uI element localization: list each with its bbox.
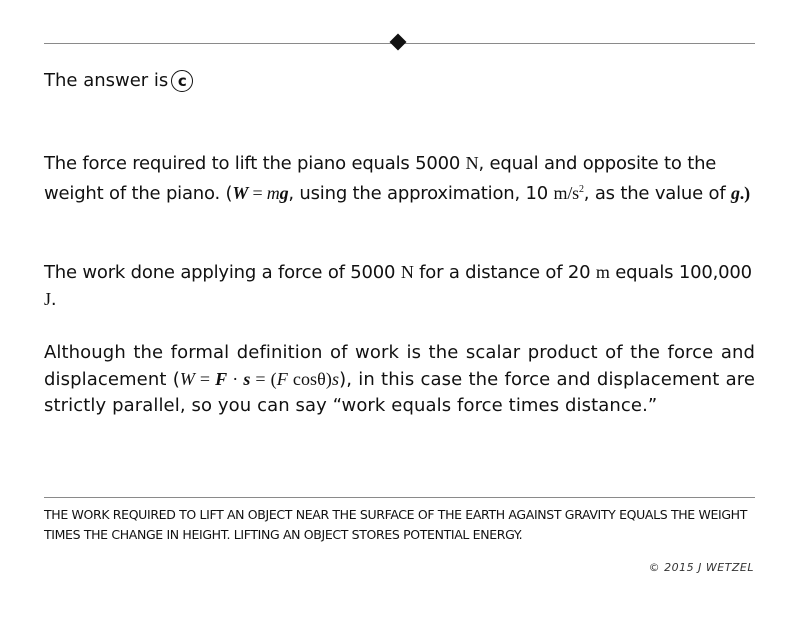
answer-line — [44, 68, 755, 94]
answer-prefix: The answer is — [44, 70, 169, 91]
definition-paragraph: Although the formal definition of work is the scalar product of the force and displacement (W = F · s = (F cosθ)s), in this case the force and displacement are strictly parallel, so you can say “work equals force times distance.” — [44, 342, 756, 416]
summary-caption: THE WORK REQUIRED TO LIFT AN OBJECT NEAR THE SURFACE OF THE EARTH AGAINST GRAVITY EQUALS THE WEIGHT TIMES THE CHANGE IN HEIGHT. LIFTING AN OBJECT STORES POTENTIAL ENERGY. — [44, 507, 748, 542]
answer-choice-circle: c — [171, 70, 193, 92]
force-paragraph: The force required to lift the piano equals 5000 N, equal and opposite to the weight of the piano. (W = mg, using the approximation, 10 $m/s^2$, as the value of g.) — [44, 153, 750, 204]
diamond-ornament — [390, 34, 407, 51]
bottom-divider — [44, 497, 755, 498]
work-paragraph: The work done applying a force of 5000 N for a distance of 20 m equals 100,000 J. — [44, 262, 752, 310]
copyright: © 2015 J WETZEL — [648, 561, 754, 574]
